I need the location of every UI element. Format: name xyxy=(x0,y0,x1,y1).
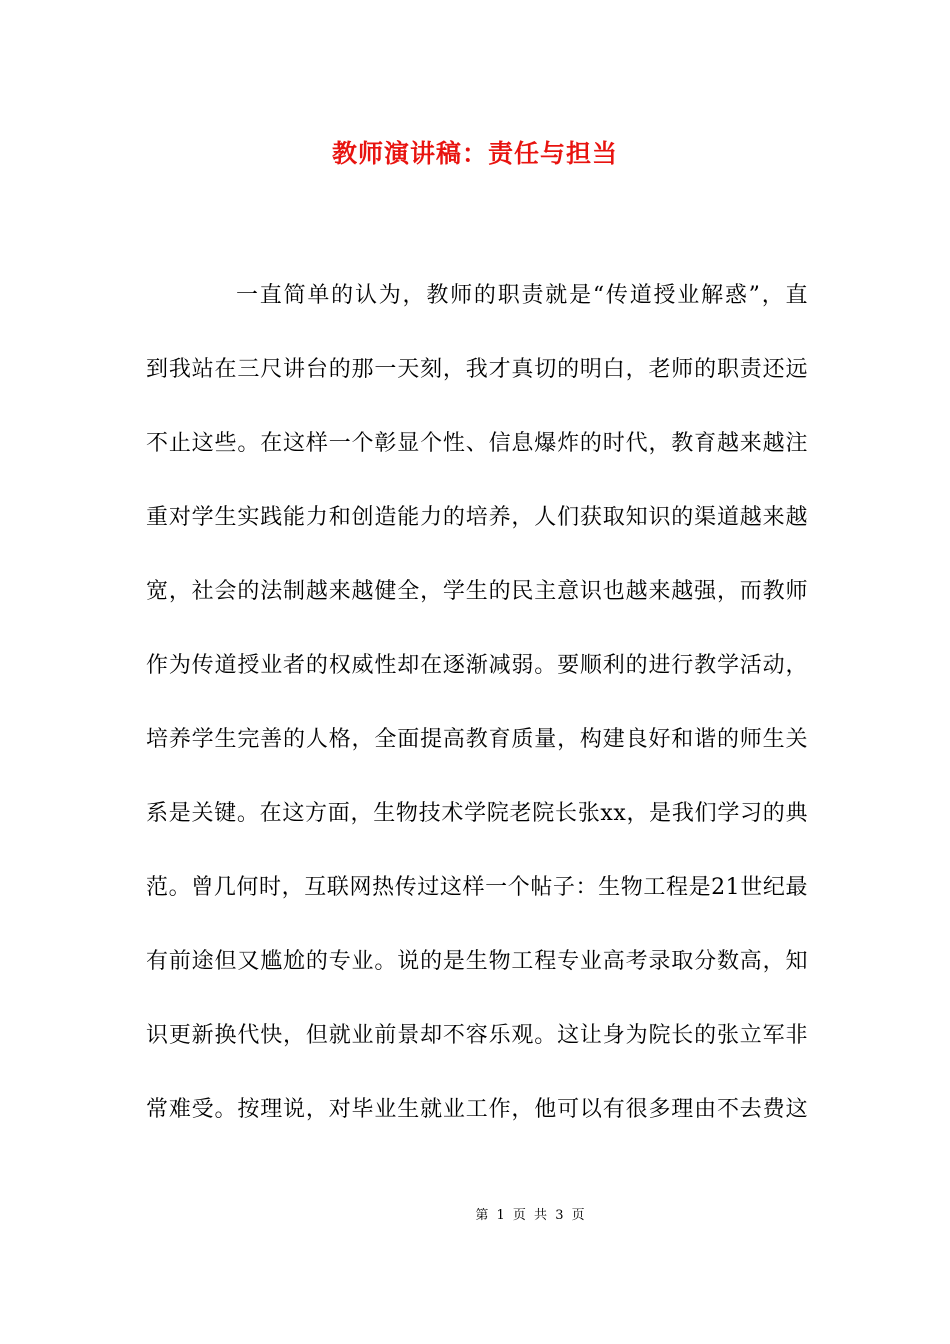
page-number-footer: 第 1 页 共 3 页 xyxy=(475,1208,585,1223)
text-line: 不止这些。在这样一个彰显个性、信息爆炸的时代，教育越来越注 xyxy=(146,431,808,456)
page-title: 教师演讲稿：责任与担当 xyxy=(331,139,618,168)
text-line: 一直简单的认为，教师的职责就是“传道授业解惑”，直 xyxy=(236,283,808,308)
text-line: 范。曾几何时，互联网热传过这样一个帖子：生物工程是21世纪最 xyxy=(146,875,808,900)
text-line: 作为传道授业者的权威性却在逐渐减弱。要顺利的进行教学活动， xyxy=(146,653,808,678)
text-line: 识更新换代快，但就业前景却不容乐观。这让身为院长的张立军非 xyxy=(146,1023,808,1048)
text-line: 常难受。按理说，对毕业生就业工作，他可以有很多理由不去费这 xyxy=(146,1097,808,1122)
text-line: 系是关键。在这方面，生物技术学院老院长张xx，是我们学习的典 xyxy=(146,801,808,826)
text-line: 宽，社会的法制越来越健全，学生的民主意识也越来越强，而教师 xyxy=(146,579,808,604)
text-line: 有前途但又尴尬的专业。说的是生物工程专业高考录取分数高，知 xyxy=(146,949,808,974)
text-line: 培养学生完善的人格，全面提高教育质量，构建良好和谐的师生关 xyxy=(146,727,808,752)
text-line: 重对学生实践能力和创造能力的培养，人们获取知识的渠道越来越 xyxy=(146,505,808,530)
text-line: 到我站在三尺讲台的那一天刻，我才真切的明白，老师的职责还远 xyxy=(146,357,808,382)
